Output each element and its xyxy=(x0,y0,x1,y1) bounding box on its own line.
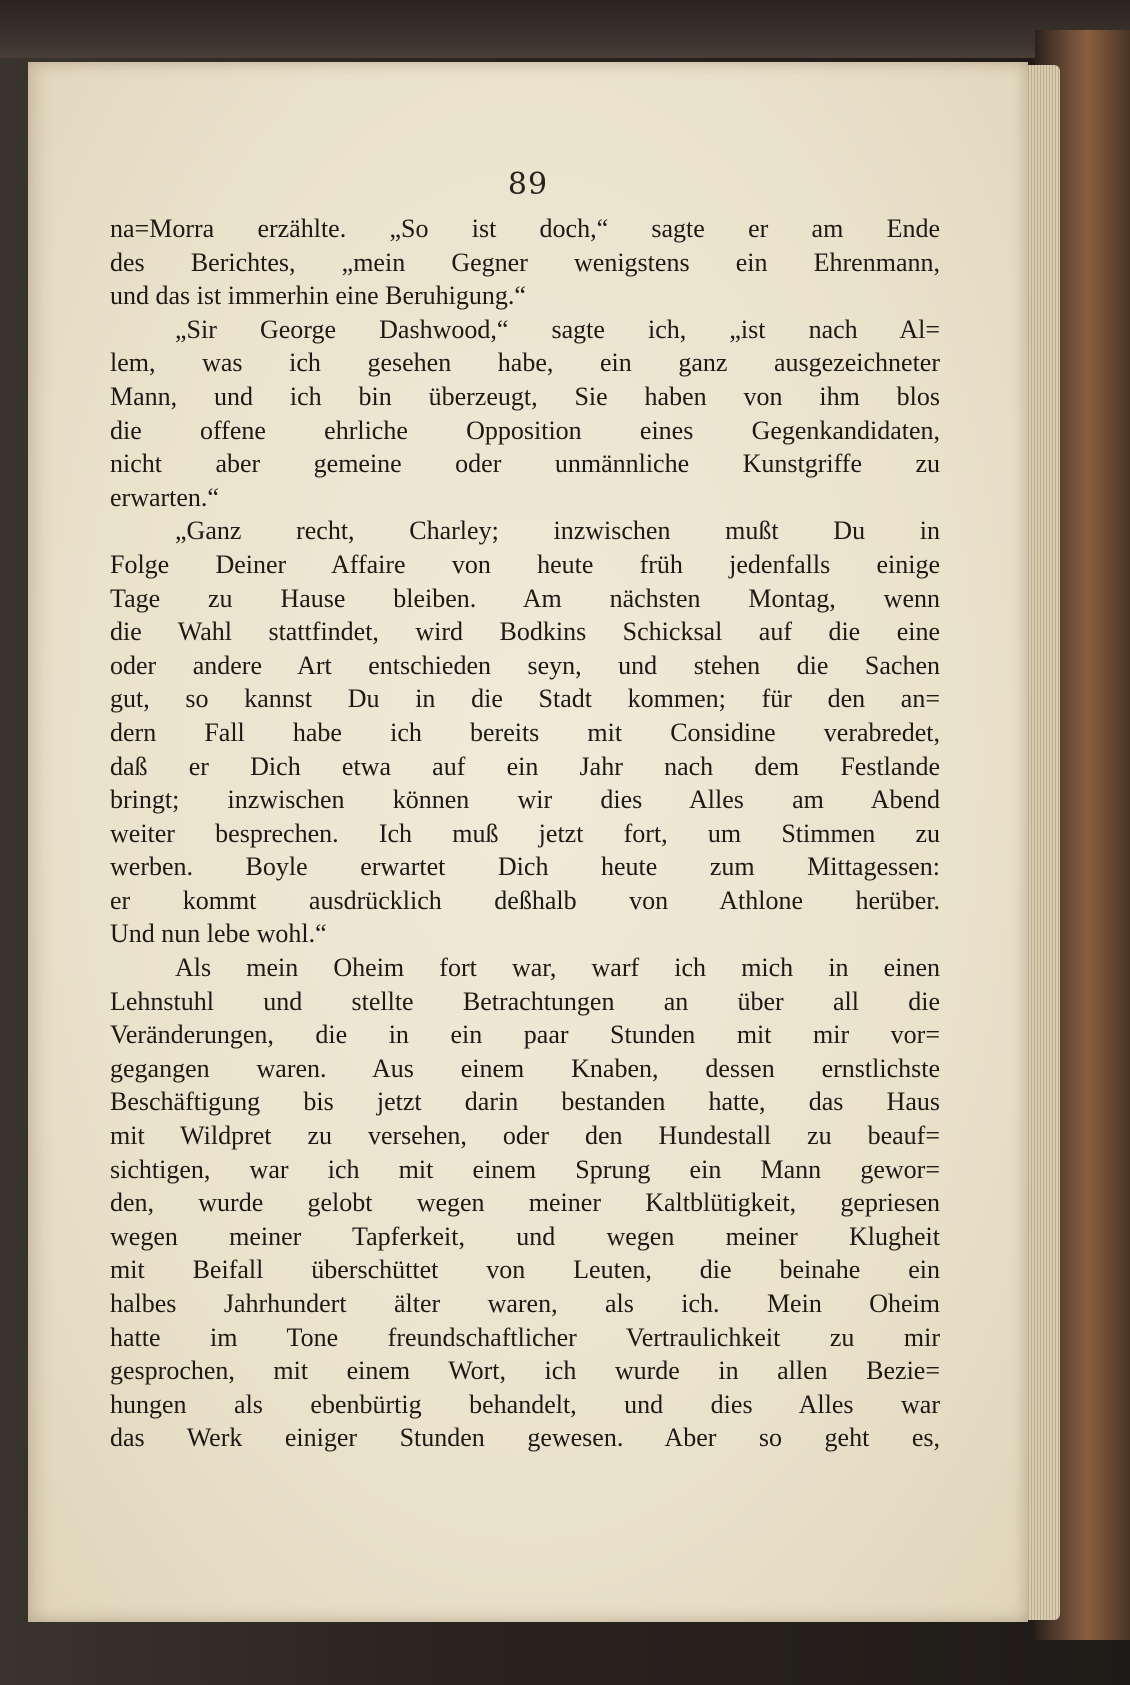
text-line: gut, so kannst Du in die Stadt kommen; für den an= xyxy=(110,684,940,714)
text-line: „Ganz recht, Charley; inzwischen mußt Du in xyxy=(175,516,940,546)
text-line: werben. Boyle erwartet Dich heute zum Mittagessen: xyxy=(110,852,940,882)
text-line: mit Beifall überschüttet von Leuten, die beinahe ein xyxy=(110,1255,940,1285)
text-line: Veränderungen, die in ein paar Stunden mit mir vor= xyxy=(110,1020,940,1050)
text-line: oder andere Art entschieden seyn, und stehen die Sachen xyxy=(110,650,940,680)
text-line: den, wurde gelobt wegen meiner Kaltblütigkeit, gepriesen xyxy=(110,1188,940,1218)
text-line: lem, was ich gesehen habe, ein ganz ausgezeichneter xyxy=(110,348,940,378)
text-line: die Wahl stattfindet, wird Bodkins Schicksal auf die eine xyxy=(110,617,940,647)
text-line: er kommt ausdrücklich deßhalb von Athlone herüber. xyxy=(110,885,940,915)
text-line: na=Morra erzählte. „So ist doch,“ sagte er am Ende xyxy=(110,214,940,243)
page-number: 89 xyxy=(507,167,549,202)
text-line: sichtigen, war ich mit einem Sprung ein Mann gewor= xyxy=(110,1154,940,1184)
text-line: mit Wildpret zu versehen, oder den Hundestall zu beauf= xyxy=(110,1121,940,1151)
text-line: Mann, und ich bin überzeugt, Sie haben von ihm blos xyxy=(110,381,940,411)
text-line: hatte im Tone freundschaftlicher Vertraulichkeit zu mir xyxy=(110,1322,940,1352)
text-line: die offene ehrliche Opposition eines Gegenkandidaten, xyxy=(110,415,940,445)
text-line: Tage zu Hause bleiben. Am nächsten Montag, wenn xyxy=(110,583,940,613)
text-line: Als mein Oheim fort war, warf ich mich in einen xyxy=(175,953,940,983)
text-line: dern Fall habe ich bereits mit Considine verabredet, xyxy=(110,717,940,747)
body-text xyxy=(110,212,940,1455)
text-line: erwarten.“ xyxy=(110,482,219,512)
text-line: „Sir George Dashwood,“ sagte ich, „ist nach Al= xyxy=(175,314,940,344)
text-line: gegangen waren. Aus einem Knaben, dessen ernstlichste xyxy=(110,1053,940,1083)
text-line: bringt; inzwischen können wir dies Alles am Abend xyxy=(110,785,940,815)
cover-top-edge xyxy=(0,0,1130,58)
text-line: weiter besprechen. Ich muß jetzt fort, um Stimmen zu xyxy=(110,818,940,848)
text-line: daß er Dich etwa auf ein Jahr nach dem Festlande xyxy=(110,751,940,781)
text-line: nicht aber gemeine oder unmännliche Kunstgriffe zu xyxy=(110,449,940,479)
book-page xyxy=(28,62,1028,1622)
text-line: Beschäftigung bis jetzt darin bestanden hatte, das Haus xyxy=(110,1087,940,1117)
text-line: Folge Deiner Affaire von heute früh jedenfalls einige xyxy=(110,549,940,579)
text-line: hungen als ebenbürtig behandelt, und dies Alles war xyxy=(110,1389,940,1419)
text-line: halbes Jahrhundert älter waren, als ich. Mein Oheim xyxy=(110,1289,940,1318)
text-line: des Berichtes, „mein Gegner wenigstens ein Ehrenmann, xyxy=(110,247,940,277)
text-line: Lehnstuhl und stellte Betrachtungen an über all die xyxy=(110,986,940,1016)
text-line: Und nun lebe wohl.“ xyxy=(110,919,327,949)
text-line: wegen meiner Tapferkeit, und wegen meiner Klugheit xyxy=(110,1221,940,1251)
text-line: gesprochen, mit einem Wort, ich wurde in allen Bezie= xyxy=(110,1356,940,1386)
text-line: und das ist immerhin eine Beruhigung.“ xyxy=(110,281,526,311)
text-line: das Werk einiger Stunden gewesen. Aber so geht es, xyxy=(110,1423,940,1453)
